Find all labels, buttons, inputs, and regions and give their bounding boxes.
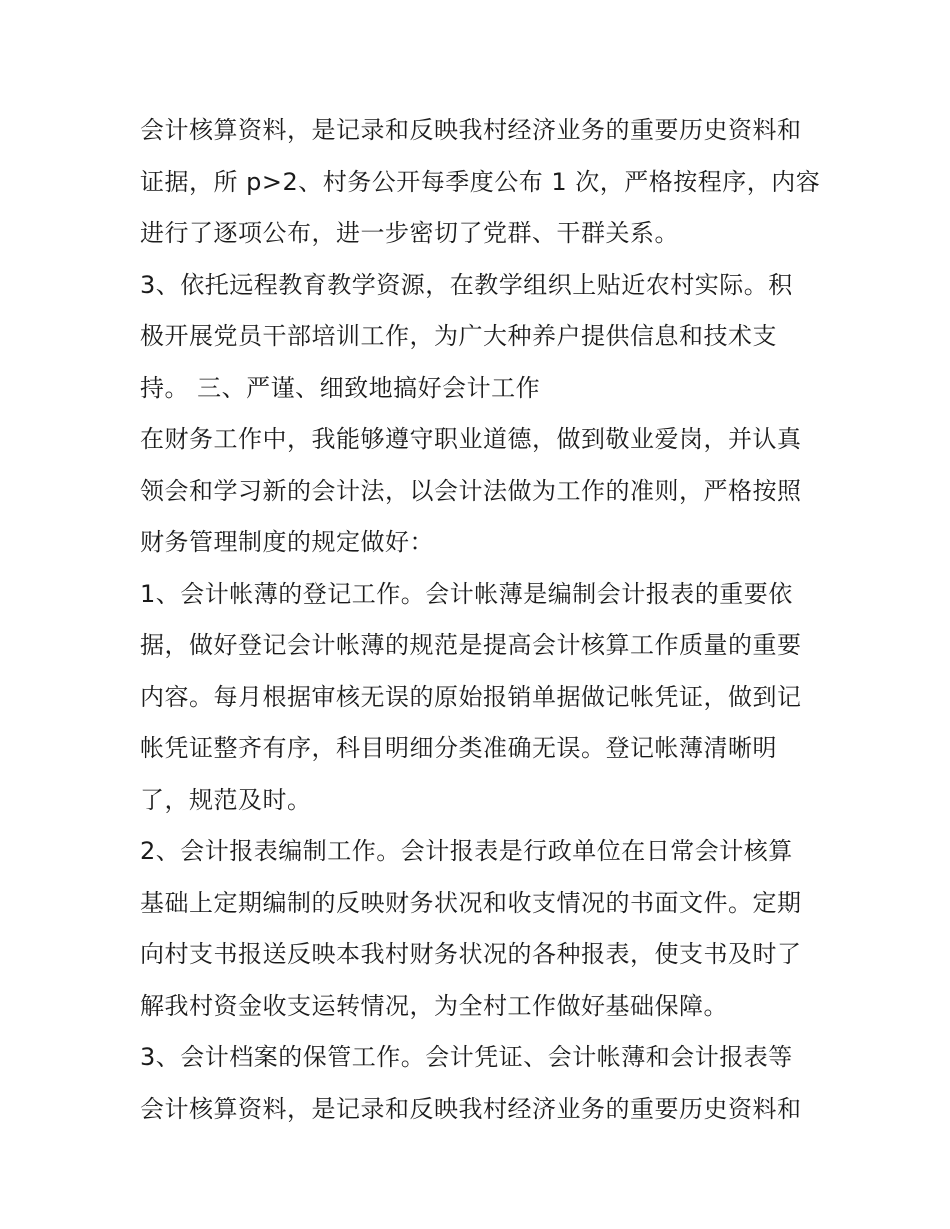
text-line: 进行了逐项公布，进一步密切了党群、干群关系。 xyxy=(140,219,679,247)
text-line: 帐凭证整齐有序，科目明细分类准确无误。登记帐薄清晰明 xyxy=(140,734,777,762)
text-line: 据，做好登记会计帐薄的规范是提高会计核算工作质量的重要 xyxy=(140,631,802,659)
text-line: 会计核算资料，是记录和反映我村经济业务的重要历史资料和 xyxy=(140,116,802,144)
text-line: 解我村资金收支运转情况，为全村工作做好基础保障。 xyxy=(140,991,728,1020)
text-line: 财务管理制度的规定做好： xyxy=(140,528,434,556)
text-line: 基础上定期编制的反映财务状况和收支情况的书面文件。定期 xyxy=(140,888,802,917)
text-line: 向村支书报送反映本我村财务状况的各种报表，使支书及时了 xyxy=(140,940,802,968)
text-line: 3、会计档案的保管工作。会计凭证、会计帐薄和会计报表等 xyxy=(140,1043,793,1071)
text-line: 了，规范及时。 xyxy=(140,785,312,814)
text-line: 极开展党员干部培训工作，为广大种养户提供信息和技术支 xyxy=(140,322,777,350)
document-body xyxy=(140,105,820,1135)
text-line: 内容。每月根据审核无误的原始报销单据做记帐凭证，做到记 xyxy=(140,682,802,711)
text-line: 2、会计报表编制工作。会计报表是行政单位在日常会计核算 xyxy=(140,837,793,865)
text-line: 证据，所 p>2、村务公开每季度公布 1 次，严格按程序，内容 xyxy=(140,167,821,196)
text-line: 3、依托远程教育教学资源，在教学组织上贴近农村实际。积 xyxy=(140,270,793,299)
text-line: 1、会计帐薄的登记工作。会计帐薄是编制会计报表的重要依 xyxy=(140,579,793,608)
text-line: 领会和学习新的会计法，以会计法做为工作的准则，严格按照 xyxy=(140,476,802,505)
text-line: 持。 三、严谨、细致地搞好会计工作 xyxy=(140,373,541,402)
text-line: 会计核算资料，是记录和反映我村经济业务的重要历史资料和 xyxy=(140,1094,802,1123)
text-line: 在财务工作中，我能够遵守职业道德，做到敬业爱岗，并认真 xyxy=(140,425,802,453)
